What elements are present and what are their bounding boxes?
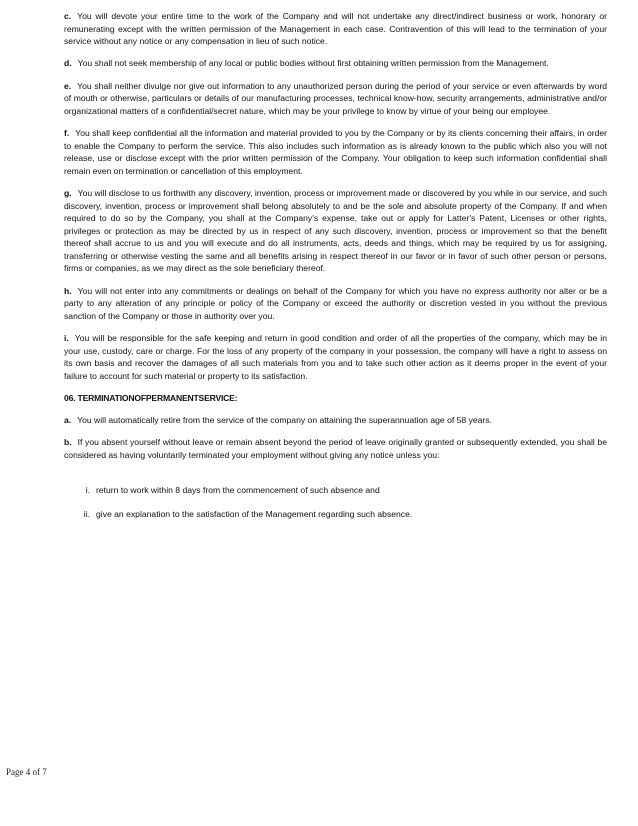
clause-label: d.: [64, 58, 72, 69]
clause-label: f.: [64, 127, 70, 138]
condition-item: [74, 484, 607, 497]
clause-i: [64, 332, 607, 382]
condition-text: give an explanation to the satisfaction of the Management regarding such absence.: [96, 509, 413, 520]
clause-text: You will devote your entire time to the work of the Company and will not undertake any direct/indirect business or work, honorary or remunerating except with the written permission of the Management in each case. Contravention of this will lead to the termination of your service without any notice or any compensation in lieu of such notice.: [64, 11, 607, 47]
clause-label: b.: [64, 437, 72, 448]
clause-label: h.: [64, 285, 72, 296]
clause-g: [64, 187, 607, 275]
document-body: [64, 10, 607, 533]
clause-f: [64, 127, 607, 177]
clause-text: If you absent yourself without leave or remain absent beyond the period of leave originally granted or subsequently extended, you shall be considered as having voluntarily terminated your employment without giving any notice unless you:: [64, 437, 607, 460]
condition-text: return to work within 8 days from the commencement of such absence and: [96, 484, 380, 495]
clause-d: [64, 57, 607, 70]
clause-label: g.: [64, 187, 72, 198]
clause-e: [64, 80, 607, 118]
section-heading: 06. TERMINATIONOFPERMANENTSERVICE:: [64, 393, 238, 403]
clause-label: i.: [64, 333, 69, 344]
page-number: Page 4 of 7: [6, 767, 47, 777]
condition-list: [64, 484, 607, 521]
clause-text: You will automatically retire from the service of the company on attaining the superannuation age of 58 years.: [77, 415, 492, 426]
clause-text: You shall keep confidential all the information and material provided to you by the Company or by its clients concerning their affairs, in order to enable the Company to perform the service. This also includes such information as is already known to the public which also you will not release, use or disclose except with the prior written permission of the Company. Your obligation to keep such information confidential shall remain even on termination or cancellation of this employment.: [64, 127, 607, 176]
clause-text: You will disclose to us forthwith any discovery, invention, process or improvement made or discovered by you while in our service, and such discovery, invention, process or improvement shall belong absolutely to and be the sole and absolute property of the Company. If and when required to do so by the Company, you shall at the Company's expense, take out or apply for Latter's Patent, Licenses or other rights, privileges or protection as may be directed by us in respect of any such discovery, invention, process or improvement so that the benefit thereof shall accrue to us and you will execute and do all instruments, acts, deeds and things, which may be required by us for assigning, transferring or otherwise vesting the same and all benefits arising in respect thereof in our favor or in favor of such other person or persons, firms or companies, as we may direct as the sole beneficiary thereof.: [64, 187, 607, 274]
clause-h: [64, 285, 607, 323]
condition-number: ii.: [83, 509, 90, 520]
clause-label: a.: [64, 415, 72, 426]
condition-number: i.: [85, 484, 90, 495]
condition-item: [74, 508, 607, 521]
clause-text: You shall neither divulge nor give out information to any unauthorized person during the period of your service or even afterwards by word of mouth or otherwise, particulars or details of our manufacturing processes, technical know-how, security arrangements, administrative and/or organizational matters of a confidential/secret nature, which may be your privilege to know by virtue of your being our employee.: [64, 80, 607, 116]
clause-text: You will not enter into any commitments or dealings on behalf of the Company for which you have no express authority nor alter or be a party to any alteration of any principle or policy of the Company or exceed the authority or discretion vested in you without the previous sanction of the Company or those in authority over you.: [64, 285, 607, 321]
clause-text: You shall not seek membership of any local or public bodies without first obtaining written permission from the Management.: [77, 58, 549, 69]
clause-label: e.: [64, 80, 72, 91]
termination-clause-a: [64, 414, 607, 427]
clause-c: [64, 10, 607, 48]
termination-clause-b: [64, 436, 607, 461]
clause-text: You will be responsible for the safe keeping and return in good condition and order of all the properties of the company, which may be in your use, custody, care or charge. For the loss of any property of the company in your possession, the company will have a right to assess on its own basis and recover the damages of all such materials from you and to take such other action as it deems proper in the event of your failure to account for such material or property to its satisfaction.: [64, 333, 607, 381]
clause-label: c.: [64, 11, 72, 21]
